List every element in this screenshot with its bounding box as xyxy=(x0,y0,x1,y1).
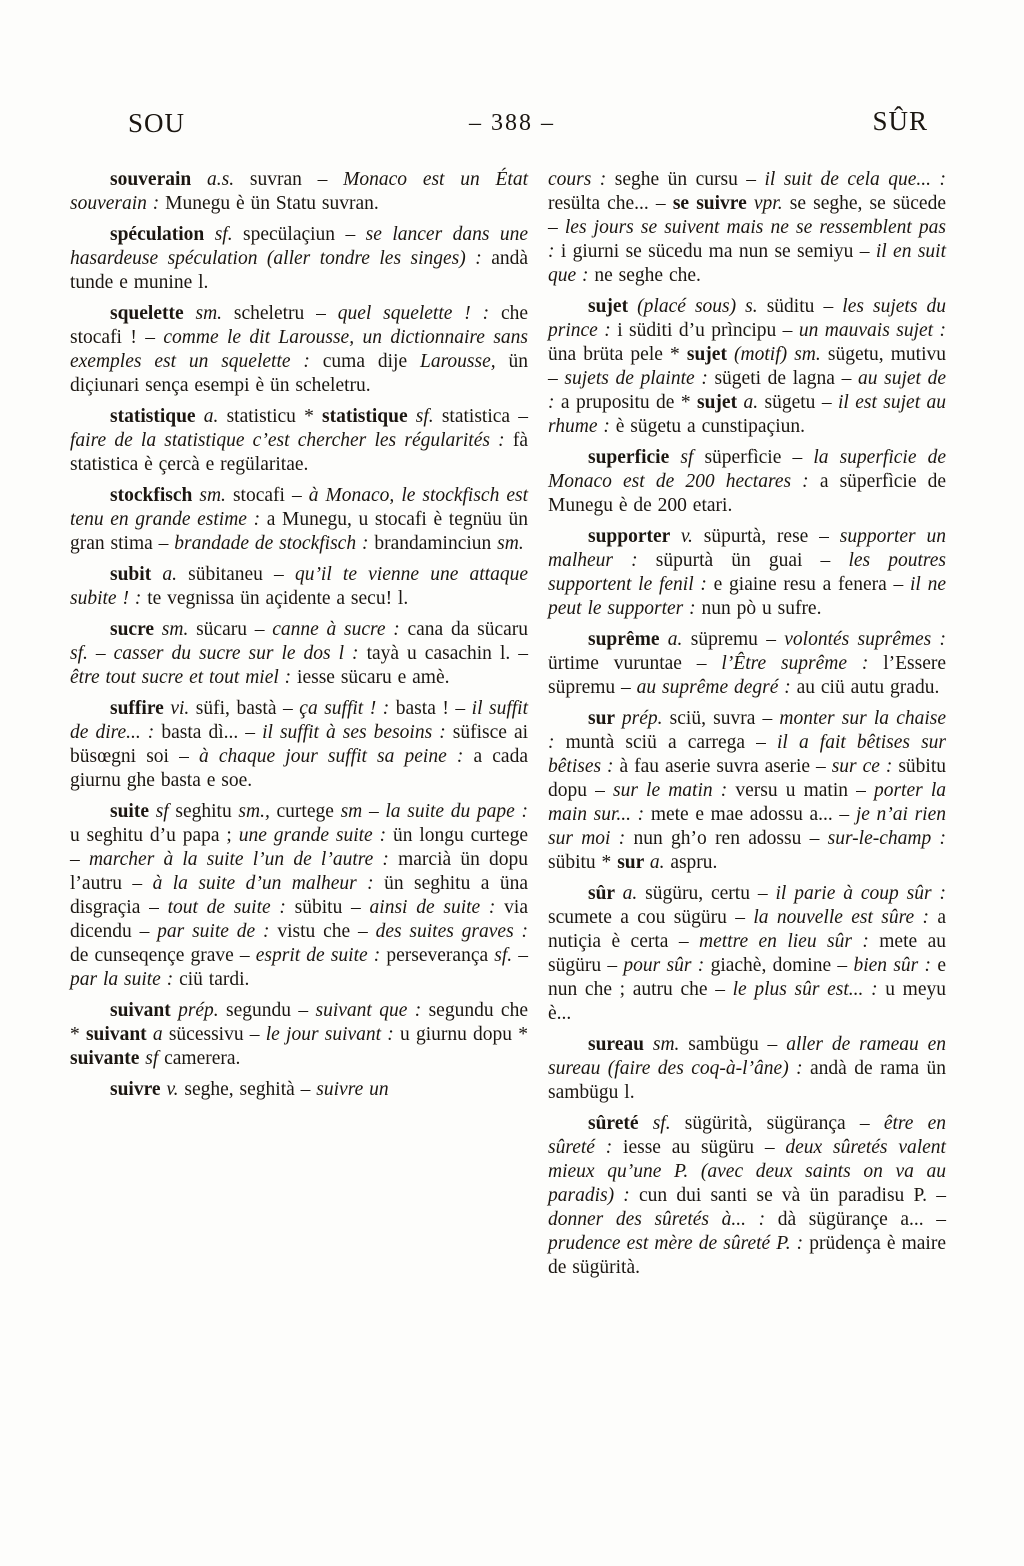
entry-segment: l’Essere süpremu – xyxy=(548,653,947,698)
entry-segment: u seghitu d’u papa ; xyxy=(70,825,239,846)
entry-segment: suivant xyxy=(85,1024,153,1045)
entry-segment: – xyxy=(95,643,114,664)
entry-segment: Munegu è ün Statu suvran. xyxy=(165,193,379,214)
entry-segment: sübitu – xyxy=(294,897,370,918)
entry-segment: la nouvelle est sûre : xyxy=(753,907,938,928)
entry-segment: les jours se suivent mais ne se ressemblent pas : xyxy=(548,217,946,262)
entry-segment: a. xyxy=(203,406,227,427)
entry-segment: sügürità, sügürança – xyxy=(684,1113,884,1134)
entry-segment: e giaine resu a fenera – xyxy=(713,574,910,595)
dict-entry-superficie xyxy=(548,446,946,518)
entry-segment: a. xyxy=(162,564,189,585)
entry-segment: sur ce : xyxy=(831,756,899,777)
entry-segment: l’Être suprême : xyxy=(721,653,884,674)
entry-segment: camerera. xyxy=(164,1048,241,1069)
entry-segment: être en sûreté : xyxy=(548,1113,946,1158)
entry-segment: squelette xyxy=(110,303,196,324)
entry-segment: des suites graves : xyxy=(375,921,528,942)
entry-segment: à Monaco, le stockfisch est tenu en grande estime : xyxy=(70,485,529,530)
entry-segment: prüdença è maire de sügürità. xyxy=(548,1233,946,1278)
entry-segment: seghitu xyxy=(175,801,239,822)
dict-entry-subit xyxy=(70,563,528,611)
dict-entry-suivre-continuation xyxy=(548,168,946,288)
entry-segment: vi. xyxy=(170,698,196,719)
entry-segment: tout de suite : xyxy=(167,897,295,918)
entry-segment: à la suite d’un malheur : xyxy=(152,873,385,894)
entry-segment: via dicendu – xyxy=(70,897,528,942)
entry-segment: sujet xyxy=(697,392,744,413)
entry-segment: suivante xyxy=(70,1048,146,1069)
entry-segment: i süditi d’u prìncipu – xyxy=(617,320,799,341)
entry-segment: basta ! – xyxy=(395,698,472,719)
dict-entry-supporter xyxy=(548,525,946,621)
entry-segment: specülaçiun – xyxy=(243,224,366,245)
entry-segment: nun pò u sufre. xyxy=(701,598,822,619)
entry-segment: dà sügürançe a... – xyxy=(777,1209,946,1230)
entry-segment: andà de rama ün sambügu l. xyxy=(548,1058,946,1103)
entry-segment: segundu che * xyxy=(70,1000,528,1045)
entry-segment: sf. xyxy=(70,643,96,664)
entry-segment: sf xyxy=(155,801,176,822)
entry-segment: andà tunde e munine l. xyxy=(70,248,528,293)
entry-segment: i giurni se sücedu ma nun se semiyu – xyxy=(560,241,876,262)
entry-segment: suivant que : xyxy=(315,1000,429,1021)
entry-segment: il est sujet au rhume : xyxy=(548,392,947,437)
entry-segment: sf. xyxy=(494,945,519,966)
entry-segment: le plus sûr est... : xyxy=(732,979,886,1000)
entry-segment: le jour suivant : xyxy=(265,1024,400,1045)
entry-segment: être tout sucre et tout miel : xyxy=(70,667,298,688)
entry-segment: sf xyxy=(680,447,705,468)
page-number: – 388 – xyxy=(469,110,555,136)
entry-segment: statisticu * xyxy=(226,406,323,427)
entry-segment: suite xyxy=(110,801,156,822)
entry-segment: vpr. xyxy=(753,193,790,214)
entry-segment: te vegnissa ün açidente a secu! l. xyxy=(147,588,409,609)
entry-segment: è sügetu a cunstipaçiun. xyxy=(615,416,805,437)
dict-entry-sujet xyxy=(548,295,946,439)
entry-segment: ün longu curtege – xyxy=(70,825,528,870)
entry-segment: il ne peut le supporter : xyxy=(548,574,946,619)
entry-segment: sügetu – xyxy=(764,392,838,413)
entry-segment: au ciü autu gradu. xyxy=(796,677,940,698)
entry-segment: subit xyxy=(110,564,163,585)
entry-segment: il suffit de dire... : xyxy=(70,698,529,743)
entry-segment: a Munegu, u stocafi è tegnüu ün gran stima – xyxy=(70,509,528,554)
dict-entry-supreme xyxy=(548,628,946,700)
entry-segment: süpurtà ün guai – xyxy=(655,550,849,571)
entry-segment: à chaque jour suffit sa peine : xyxy=(198,746,474,767)
entry-segment: aller de rameau en sureau (faire des coq-à-l’âne) : xyxy=(548,1034,947,1079)
entry-segment: il a fait bêtises sur bêtises : xyxy=(548,732,946,777)
dict-entry-suivant xyxy=(70,999,528,1071)
entry-segment: sur le matin : xyxy=(612,780,736,801)
guide-word-left: SOU xyxy=(128,108,186,138)
entry-segment: a xyxy=(152,1024,169,1045)
entry-segment: vistu che – xyxy=(277,921,376,942)
entry-segment: statistique xyxy=(322,406,416,427)
entry-segment: sur xyxy=(617,852,650,873)
entry-segment: sm. xyxy=(199,485,233,506)
entry-segment: – xyxy=(368,801,386,822)
entry-segment: sm. xyxy=(497,533,524,554)
entry-segment: u meyu è... xyxy=(548,979,947,1024)
entry-segment: stockfisch xyxy=(110,485,200,506)
entry-segment: supporter xyxy=(588,526,681,547)
entry-segment: ça suffit ! : xyxy=(299,698,396,719)
dict-entry-suite xyxy=(70,800,528,992)
entry-segment: suffire xyxy=(110,698,171,719)
entry-segment: donner des sûretés à... : xyxy=(548,1209,778,1230)
entry-segment: une grande suite : xyxy=(238,825,393,846)
entry-segment: a cada giurnu ghe basta e soe. xyxy=(70,746,528,791)
dict-entry-speculation xyxy=(70,223,528,295)
entry-segment: esprit de suite : xyxy=(255,945,387,966)
entry-segment: seghe, seghità – xyxy=(184,1079,317,1100)
entry-segment: a nutiçia è certa – xyxy=(548,907,946,952)
entry-segment: sur-le-champ : xyxy=(827,828,946,849)
entry-segment: sücessivu – xyxy=(168,1024,266,1045)
entry-segment: cuma dije xyxy=(322,351,420,372)
entry-segment: marcher à la suite l’un de l’autre : xyxy=(88,849,399,870)
dict-entry-stockfisch xyxy=(70,484,528,556)
entry-segment: basta dì... – xyxy=(161,722,263,743)
entry-segment: scumete a cou sügüru – xyxy=(548,907,754,928)
entry-segment: stocafi – xyxy=(232,485,309,506)
dict-entry-souverain xyxy=(70,168,528,216)
entry-segment: curtege xyxy=(276,801,341,822)
dict-entry-sur-prep xyxy=(548,707,946,875)
entry-segment: sm. xyxy=(161,619,197,640)
entry-segment: sucre xyxy=(110,619,162,640)
entry-segment: ün diçiunari sença esempi è ün scheletru. xyxy=(70,351,529,396)
entry-segment: nun gh’o ren adossu – xyxy=(633,828,828,849)
entry-segment: muntà sciü a carrega – xyxy=(565,732,778,753)
entry-segment: segundu – xyxy=(226,1000,316,1021)
entry-segment: pour sûr : xyxy=(623,955,711,976)
entry-segment: comme le dit Larousse, un dictionnaire sans exemples est un squelette : xyxy=(70,327,528,372)
entry-segment: superficie xyxy=(588,447,681,468)
entry-segment: ürtime vuruntae – xyxy=(548,653,722,674)
entry-segment: je n’ai rien sur moi : xyxy=(548,804,946,849)
entry-segment: sujets de plainte : xyxy=(564,368,715,389)
entry-segment: sm. xyxy=(652,1034,689,1055)
entry-segment: ün seghitu a üna disgraçia – xyxy=(70,873,528,918)
entry-segment: iesse au sügüru – xyxy=(623,1137,786,1158)
entry-segment: a. xyxy=(743,392,765,413)
entry-segment: sügeti de lagna – xyxy=(714,368,858,389)
entry-segment: Monaco est un État souverain : xyxy=(70,169,528,214)
entry-segment: canne à sucre : xyxy=(272,619,408,640)
entry-segment: il suit de cela que... : xyxy=(764,169,947,190)
entry-segment: perseverança xyxy=(386,945,495,966)
dict-entry-suffire xyxy=(70,697,528,793)
entry-segment: (motif) sm. xyxy=(734,344,828,365)
entry-segment: a süperfìcie de Munegu è de 200 etari. xyxy=(548,471,947,516)
entry-segment: prép. xyxy=(178,1000,227,1021)
entry-segment: ainsi de suite : xyxy=(369,897,505,918)
entry-segment: quel squelette ! : xyxy=(337,303,501,324)
entry-segment: les poutres supportent le fenil : xyxy=(548,550,946,595)
entry-segment: suvran – xyxy=(249,169,344,190)
entry-segment: üna brüta pele * xyxy=(548,344,687,365)
entry-segment: sujet xyxy=(686,344,735,365)
entry-segment: se seghe, se sücede – xyxy=(548,193,946,238)
entry-segment: qu’il te vienne une attaque subite ! : xyxy=(70,564,528,609)
entry-segment: süditu – xyxy=(766,296,843,317)
entry-segment: statistica – xyxy=(441,406,529,427)
entry-segment: suivant xyxy=(110,1000,179,1021)
entry-segment: marcià ün dopu l’autru – xyxy=(70,849,529,894)
guide-word-right: SÛR xyxy=(872,106,928,136)
entry-segment: mettre en lieu sûr : xyxy=(699,931,880,952)
entry-segment: versu u matin – xyxy=(735,780,874,801)
entry-segment: un mauvais sujet : xyxy=(798,320,946,341)
entry-segment: tayà u casachin l. – xyxy=(366,643,528,664)
entry-segment: e nun che ; autru che – xyxy=(548,955,947,1000)
dict-entry-sucre xyxy=(70,618,528,690)
entry-segment: les sujets du prince : xyxy=(548,296,946,341)
entry-segment: sübitu * xyxy=(548,852,618,873)
entry-segment: sureau xyxy=(588,1034,653,1055)
entry-segment: de cunseqençe grave – xyxy=(70,945,256,966)
entry-segment: cun dui santi se và ün paradisu P. – xyxy=(638,1185,946,1206)
left-column xyxy=(70,168,528,1287)
entry-segment: sübitaneu – xyxy=(188,564,295,585)
entry-segment: casser du sucre sur le dos l : xyxy=(113,643,367,664)
entry-segment: brandaminciun xyxy=(374,533,498,554)
entry-segment: süfi, bastà – xyxy=(195,698,300,719)
entry-segment: mete e mae adossu a... – xyxy=(650,804,856,825)
entry-segment: seghe ün cursu – xyxy=(614,169,765,190)
entry-segment: deux sûretés valent mieux qu’une P. (avec deux saints on va au paradis) : xyxy=(548,1137,946,1206)
entry-segment: suivre un xyxy=(316,1079,389,1100)
entry-segment: süfisce ai büsœgni soi – xyxy=(70,722,529,767)
entry-segment: sübitu dopu – xyxy=(548,756,946,801)
entry-segment: a. xyxy=(667,629,691,650)
entry-segment: sücaru – xyxy=(196,619,273,640)
entry-segment: – xyxy=(518,945,528,966)
entry-segment: cana da sücaru xyxy=(407,619,528,640)
entry-segment: la suite du pape : xyxy=(385,801,528,822)
entry-segment: sf xyxy=(145,1048,165,1069)
entry-segment: sm. xyxy=(195,303,234,324)
page-header xyxy=(0,0,1024,148)
entry-segment: a.s. xyxy=(207,169,250,190)
entry-segment: sm., xyxy=(238,801,277,822)
entry-segment: prép. xyxy=(621,708,670,729)
entry-segment: aspru. xyxy=(670,852,718,873)
entry-segment: se lancer dans une hasardeuse spéculation (aller tondre les singes) : xyxy=(70,224,529,269)
entry-segment: a. xyxy=(622,883,646,904)
entry-segment: il en suit que : xyxy=(548,241,946,286)
entry-segment: sm xyxy=(340,801,369,822)
entry-segment: fà statistica è çercà e regülaritae. xyxy=(70,430,528,475)
entry-segment: supporter un malheur : xyxy=(548,526,946,571)
entry-segment: che stocafi ! – xyxy=(70,303,528,348)
entry-segment: sambügu – xyxy=(688,1034,787,1055)
entry-segment: ne seghe che. xyxy=(594,265,701,286)
entry-segment: iesse sücaru e amè. xyxy=(297,667,450,688)
entry-segment: sûreté xyxy=(588,1113,653,1134)
entry-segment: au sujet de : xyxy=(548,368,947,413)
entry-segment: il parie à coup sûr : xyxy=(775,883,946,904)
entry-segment: prudence est mère de sûreté P. : xyxy=(548,1233,810,1254)
entry-segment: porter la main sur... : xyxy=(548,780,947,825)
entry-segment: sciü, suvra – xyxy=(669,708,780,729)
entry-segment: sügüru, certu – xyxy=(645,883,776,904)
entry-segment: (placé sous) s. xyxy=(637,296,767,317)
entry-segment: par suite de : xyxy=(157,921,278,942)
entry-segment: statistique xyxy=(110,406,204,427)
entry-segment: v. xyxy=(680,526,704,547)
entry-segment: a. xyxy=(649,852,671,873)
entry-segment: scheletru – xyxy=(233,303,338,324)
right-column xyxy=(548,168,946,1287)
dict-entry-sureau xyxy=(548,1033,946,1105)
entry-segment: se suivre xyxy=(672,193,754,214)
entry-segment: sûr xyxy=(588,883,623,904)
entry-segment: par la suite : xyxy=(70,969,180,990)
entry-segment: au suprême degré : xyxy=(636,677,797,698)
entry-segment: sujet xyxy=(588,296,638,317)
entry-segment: süpremu – xyxy=(690,629,785,650)
entry-segment: suprême xyxy=(588,629,668,650)
dict-entry-sur-circonflexe xyxy=(548,882,946,1026)
entry-segment: suivre xyxy=(110,1079,167,1100)
dictionary-body xyxy=(0,168,1024,1287)
entry-segment: sur xyxy=(588,708,622,729)
entry-segment: monter sur la chaise : xyxy=(548,708,947,753)
entry-segment: faire de la statistique c’est chercher les régularités : xyxy=(70,430,513,451)
entry-segment: souverain xyxy=(110,169,208,190)
dict-entry-squelette xyxy=(70,302,528,398)
entry-segment: sf. xyxy=(652,1113,685,1134)
entry-segment: il suffit à ses besoins : xyxy=(262,722,453,743)
dict-entry-surete xyxy=(548,1112,946,1280)
entry-segment: mete au sügüru – xyxy=(548,931,946,976)
entry-segment: sf. xyxy=(214,224,244,245)
dict-entry-statistique xyxy=(70,405,528,477)
entry-segment: à fau aserie suvra aserie – xyxy=(619,756,832,777)
entry-segment: brandade de stockfisch : xyxy=(174,533,375,554)
entry-segment: bien sûr : xyxy=(853,955,938,976)
entry-segment: la superficie de Monaco est de 200 hectares : xyxy=(548,447,946,492)
entry-segment: süperfìcie – xyxy=(704,447,814,468)
entry-segment: Larousse, xyxy=(419,351,509,372)
entry-segment: ciü tardi. xyxy=(179,969,250,990)
entry-segment: a prupositu de * xyxy=(560,392,697,413)
entry-segment: sügetu, mutivu – xyxy=(548,344,947,389)
entry-segment: süpurtà, rese – xyxy=(703,526,840,547)
entry-segment: sf. xyxy=(415,406,442,427)
entry-segment: cours : xyxy=(548,169,615,190)
entry-segment: resülta che... – xyxy=(548,193,673,214)
entry-segment: giachè, domine – xyxy=(710,955,854,976)
entry-segment: volontés suprêmes : xyxy=(784,629,946,650)
entry-segment: spéculation xyxy=(110,224,215,245)
entry-segment: v. xyxy=(166,1079,185,1100)
dict-entry-suivre xyxy=(70,1078,528,1102)
entry-segment: u giurnu dopu * xyxy=(399,1024,529,1045)
